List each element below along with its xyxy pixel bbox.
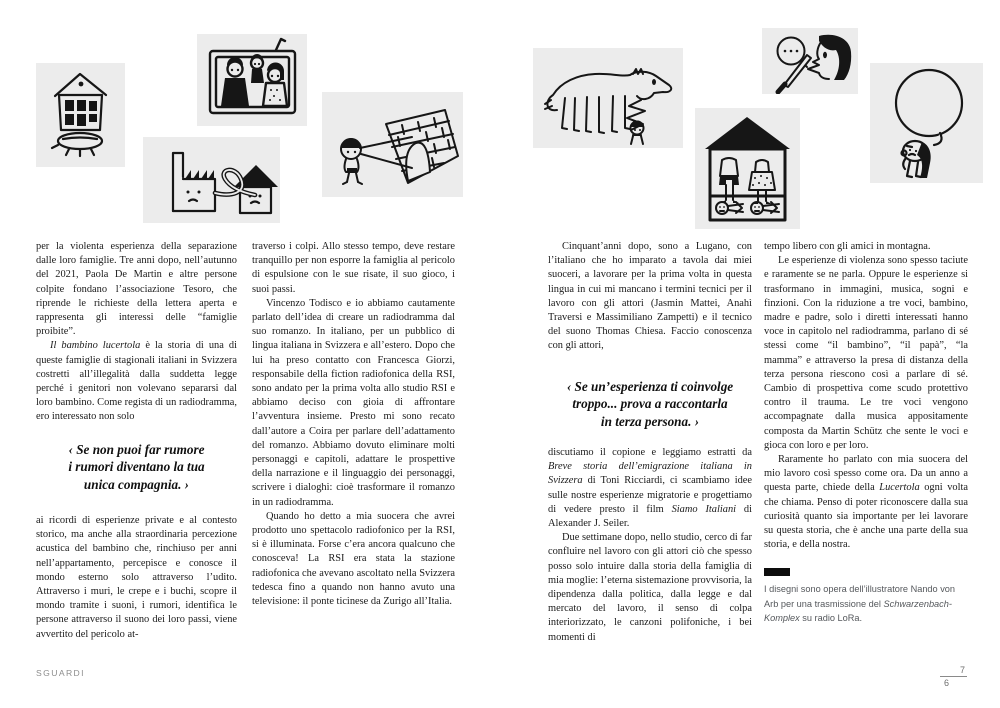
- right-page-column-1: [548, 240, 752, 645]
- page-number: [940, 665, 967, 688]
- horse-neighing-at-child-illustration: [533, 48, 683, 148]
- illustration-panel-house-family: [695, 108, 800, 229]
- illustration-panel-factory-house: [143, 137, 280, 223]
- paragraph: Quando ho detto a mia suocera che avrei prodotto uno spettacolo radiofonico per la RSI, si è illuminata. Forse c’era ancora qualcuno che conosceva! La RSI era stata la stazione radiofonica che avevano ascoltato nella Svizzera tedesca fino a quando non hanno avuto una televisione: il ponte ticinese da Zurigo all’Italia.: [252, 510, 455, 608]
- paragraph: Due settimane dopo, nello studio, cerco di far confluire nel lavoro con gli attori ciò che spesso posso solo intuire dalla storia della famiglia di mia moglie: l’eterna sistemazione provvisoria, la dipendenza dalla politica, dalla legge e dal mercato del lavoro, il senso di colpa interiorizzato, le canzoni polifoniche, i bei momenti di: [548, 532, 752, 643]
- factory-and-house-linked-by-loop-illustration: [143, 137, 280, 223]
- paragraph: Vincenzo Todisco e io abbiamo cautamente parlato dell’idea di creare un radiodramma dal suo romanzo. In italiano, per un pubblico di lingua italiana in Svizzera e all’estero. Dopo che lui ha preso contatto con Francesca Giorzi, responsabile della fiction radiofonica della RSI, sono andato per la prima volta allo studio RSI e abbiamo deciso con gioia di affrontare l’avventura insieme. Presto mi sono recato dall’autore a Coira per parlare dell’adattamento del romanzo. Abbiamo dovuto eliminare molti personaggi e capitoli, adattare le prospettive della narrazione e il linguaggio dei personaggi, scrivere i dialoghi: cioè trasformare il romanzo in un radiodramma.: [252, 297, 455, 508]
- pull-quote-right: ‹ Se un’esperienza ti coinvolge troppo... prova a raccontarla in terza persona. ›: [566, 378, 734, 430]
- left-page-column-2: [252, 240, 455, 609]
- illustration-panel-tv-family: [197, 34, 307, 126]
- footnote-credit: [764, 582, 968, 625]
- paragraph: I disegni sono opera dell’illustratore Nando von Arb per una trasmissione del Schwarzenbach-Komplex su radio LoRa.: [764, 584, 956, 624]
- page-number-bottom: 6: [944, 678, 950, 688]
- paragraph: Cinquant’anni dopo, sono a Lugano, con l’italiano che ho imparato a tavola dai miei suoceri, a lavorare per la prima volta in questa lingua in cui mi mancano i termini tecnici per il lavoro con gli attori (Jasmin Mattei, Anahì Traversi e Massimiliano Zampetti) e il tecnico del suono Thomas Chiesa. Faccio conoscenza con gli attori,: [548, 241, 752, 352]
- page-number-top: 7: [940, 665, 967, 677]
- illustration-panel-house: [36, 63, 125, 167]
- body-paragraphs: [36, 514, 237, 642]
- section-label: SGUARDI: [36, 668, 85, 678]
- right-page-column-2: [764, 240, 968, 625]
- left-page-column-1: [36, 240, 237, 642]
- pull-quote-left: ‹ Se non puoi far rumore i rumori diventano la tua unica compagnia. ›: [68, 441, 205, 493]
- paragraph: discutiamo il copione e leggiamo estratti da Breve storia dell’emigrazione italiana in Svizzera di Toni Ricciardi, ci scambiamo idee sulle nostre esperienze migratorie e progettiamo di vedere presto il film Siamo Italiani di Alexander J. Seiler.: [548, 447, 752, 530]
- house-with-standing-and-sleeping-family-illustration: [695, 108, 800, 229]
- body-paragraphs: [36, 240, 237, 425]
- house-sitting-on-cushion-illustration: [36, 63, 125, 167]
- illustration-panel-horse-child: [533, 48, 683, 148]
- paragraph: ai ricordi di esperienze private e al contesto storico, ma anche alla straordinaria percezione acustica del bambino che, rinchiuso per anni nell’appartamento, percepisce e conosce il mondo esterno solo attraverso l’udito. Attraverso i muri, le crepe e i buchi, scopre il mondo tramite i suoni, i rumori, identifica le persone attraverso il suono dei loro passi, viene avvertito del pericolo at-: [36, 515, 237, 640]
- body-paragraphs: [764, 240, 968, 552]
- illustration-panel-child-brick-wall: [322, 92, 463, 197]
- paragraph: Le esperienze di violenza sono spesso taciute e raramente se ne parla. Oppure le esperienze si trasformano in immagini, musica, sogni e finzioni. Con la riduzione a tre voci, bambino, madre e padre, solo i diretti interessati hanno voce in capitolo nel radiodramma, parlano di sé stessi come “il bambino”, “il papà”, “la mamma” e attraverso la presa di distanza della terza persona riescono così a parlare di sé. Cambio di prospettiva come scudo protettivo contro il trauma. Le tre voci vengono accompagnate dalla musica appositamente composta da Martin Schütz che sente le voci e gioca con loro e per loro.: [764, 255, 968, 451]
- paragraph: Il bambino lucertola è la storia di una di queste famiglie di stagionali italiani in Svizzera costretti all’illegalità dalla suddetta legge perché i genitori non volevano separarsi dal loro bambino. Come regista di un radiodramma, ero interessato non solo: [36, 340, 237, 423]
- paragraph: per la violenta esperienza della separazione dalle loro famiglie. Tre anni dopo, nell’autunno del 2021, Paola De Martin e altre persone colpite fondano l’associazione Tesoro, che riprende le richieste della lettera aperta e rappresenta gli interessi delle “famiglie proibite”.: [36, 241, 237, 338]
- illustration-panel-knife-speech: [762, 28, 858, 94]
- body-paragraphs: [548, 446, 752, 645]
- paragraph: tempo libero con gli amici in montagna.: [764, 241, 931, 252]
- paragraph: traverso i colpi. Allo stesso tempo, deve restare tranquillo per non esporre la famiglia al pericolo di espulsione con le sue risate, il suo gioco, i suoi passi.: [252, 241, 455, 295]
- paragraph: Raramente ho parlato con mia suocera del mio lavoro così spesso come ora. Da un anno a questa parte, chiede della Lucertola ogni volta che chiama. Penso di poter riconoscere dalla sua curiosità quanto sia importante per lei lavorare su questa storia, che è anche una parte della sua storia, e della nostra.: [764, 454, 968, 551]
- family-in-tv-frame-illustration: [197, 34, 307, 126]
- knife-cutting-speech-bubble-from-mouth-illustration: [762, 28, 858, 94]
- footnote-rule: [764, 568, 790, 576]
- child-listening-through-brick-wall-illustration: [322, 92, 463, 197]
- body-paragraphs: [548, 240, 752, 354]
- body-paragraphs: [252, 240, 455, 609]
- girl-carrying-giant-empty-speech-bubble-illustration: [870, 63, 983, 183]
- illustration-panel-girl-speech-bubble: [870, 63, 983, 183]
